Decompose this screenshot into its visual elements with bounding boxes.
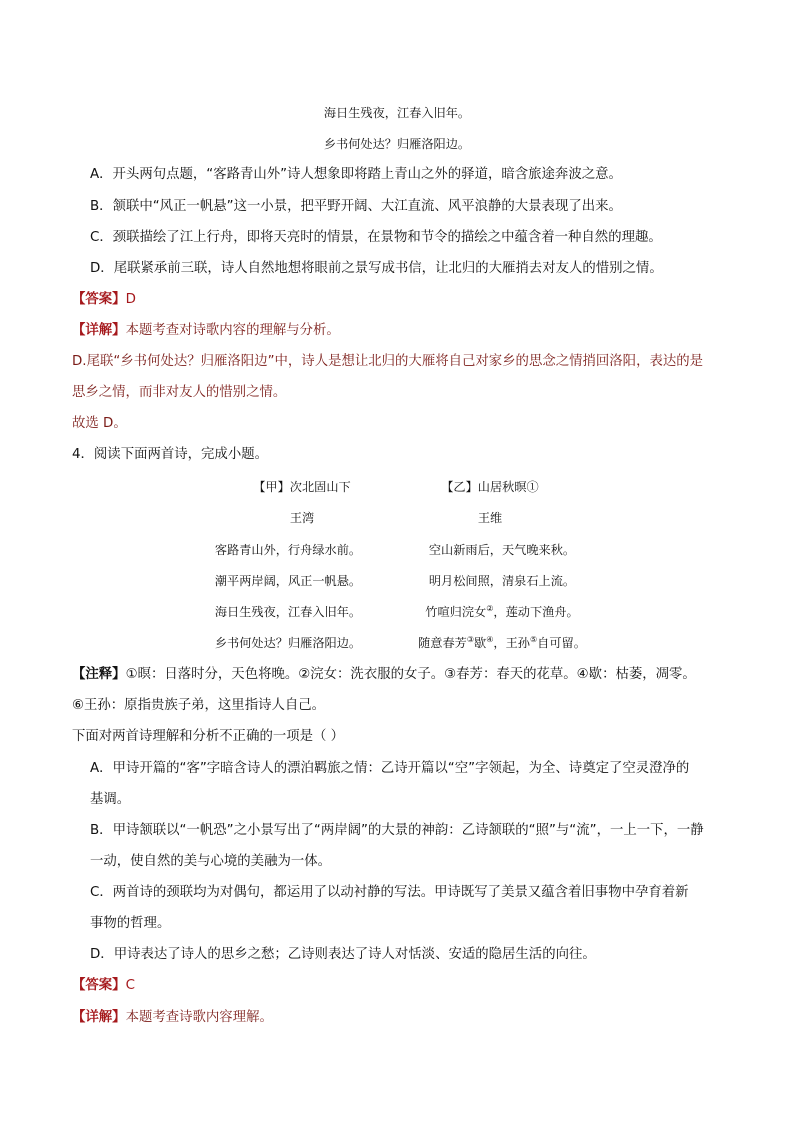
option-c: C．两首诗的颈联均为对偶句，都运用了以动衬静的写法。甲诗既写了美景又蕴含着旧事物中孕育着新 <box>90 885 689 900</box>
footnote-mark: ② <box>486 603 494 613</box>
option-c-cont: 事物的哲理。 <box>90 916 171 931</box>
poem-jia-title: 【甲】次北固山下 <box>253 480 351 494</box>
poem-text: 随意春芳 <box>418 636 467 650</box>
poem-text: 竹喧归浣女 <box>425 605 487 619</box>
poem-jia-author: 王湾 <box>289 511 315 525</box>
option-b-cont: 一动，使自然的美与心境的美融为一体。 <box>90 854 332 869</box>
poem-yi-author: 王维 <box>477 511 503 525</box>
question-intro: 4．阅读下面两首诗，完成小题。 <box>72 447 268 462</box>
answer-label: 【答案】 <box>72 978 126 993</box>
answer-row <box>72 977 135 995</box>
option-a-cont: 基调。 <box>90 792 131 807</box>
poem-yi-line <box>418 634 586 652</box>
poem-yi-line: 空山新雨后，天气晚来秋。 <box>428 543 576 557</box>
notes-row <box>72 666 696 684</box>
poem-jia-line: 乡书何处达？归雁洛阳边。 <box>214 636 362 650</box>
detail-label: 【详解】 <box>72 1010 126 1025</box>
answer-row <box>72 291 136 309</box>
option-a: A．甲诗开篇的“客”字暗含诗人的漂泊羁旅之情：乙诗开篇以“空”字领起，为全、诗奠定了空灵澄净的 <box>90 761 690 776</box>
option-b: B．甲诗颔联以“一帆恐”之小景写出了“两岸阔”的大景的神韵：乙诗颔联的“照”与“流”，一上一下，一静 <box>90 823 704 838</box>
poem-text: 歇 <box>474 636 487 650</box>
poem-text: 自可留。 <box>537 636 586 650</box>
poem-yi-line: 明月松间照，清泉石上流。 <box>428 574 576 588</box>
detail-label: 【详解】 <box>72 323 126 338</box>
option-a: A．开头两句点题，“客路青山外”诗人想象即将踏上青山之外的驿道，暗含旅途奔波之意。 <box>90 167 622 182</box>
poem-yi-line <box>425 603 578 621</box>
answer-label: 【答案】 <box>72 292 126 307</box>
footnote-mark: ③ <box>466 634 475 644</box>
detail-row <box>72 322 340 340</box>
detail-text: 本题考查对诗歌内容的理解与分析。 <box>125 323 340 338</box>
option-d: D．尾联紧承前三联，诗人自然地想将眼前之景写成书信，让北归的大雁捎去对友人的惜别之情。 <box>90 261 663 276</box>
detail-row <box>72 1009 273 1027</box>
poem-text: ，莲动下渔舟。 <box>493 605 579 619</box>
option-c: C．颈联描绘了江上行舟，即将天亮时的情景，在景物和节令的描绘之中蕴含着一种自然的理趣。 <box>90 230 662 245</box>
choose-line: 故选 D。 <box>72 416 127 431</box>
notes-label: 【注释】 <box>72 667 126 682</box>
option-b: B．颔联中“风正一帆悬”这一小景，把平野开阔、大江直流、风平浪静的大景表现了出来。 <box>90 199 622 214</box>
notes-row: ⑥王孙：原指贵族子弟，这里指诗人自己。 <box>72 698 326 713</box>
question-stem: 下面对两首诗理解和分析不正确的一项是（ ） <box>72 729 345 744</box>
poem-jia-line: 潮平两岸阔，风正一帆悬。 <box>214 574 362 588</box>
poem-text: ，王孙 <box>493 636 530 650</box>
detail-text: 本题考查诗歌内容理解。 <box>125 1010 273 1025</box>
footnote-mark: ④ <box>486 634 494 644</box>
poem-line: 海日生残夜，江春入旧年。 <box>323 106 471 120</box>
footnote-mark: ⑤ <box>529 634 538 644</box>
poem-line: 乡书何处达？归雁洛阳边。 <box>323 137 471 151</box>
explain-line: 思乡之情，而非对友人的惜别之情。 <box>72 385 287 400</box>
notes-text: ①暝：日落时分，天色将晚。②浣女：洗衣服的女子。③春芳：春天的花草。④歇：枯萎，凋零。 <box>125 667 696 682</box>
poem-yi-title: 【乙】山居秋暝① <box>441 480 539 494</box>
poem-jia-line: 客路青山外，行舟绿水前。 <box>214 543 362 557</box>
poem-jia-line: 海日生残夜，江春入旧年。 <box>214 605 362 619</box>
answer-value: D <box>125 292 136 307</box>
answer-value: C <box>125 978 135 993</box>
explain-line: D.尾联“乡书何处达？归雁洛阳边”中，诗人是想让北归的大雁将自己对家乡的思念之情捎回洛阳，表达的是 <box>72 354 704 369</box>
option-d: D．甲诗表达了诗人的思乡之愁；乙诗则表达了诗人对恬淡、安适的隐居生活的向往。 <box>90 947 596 962</box>
